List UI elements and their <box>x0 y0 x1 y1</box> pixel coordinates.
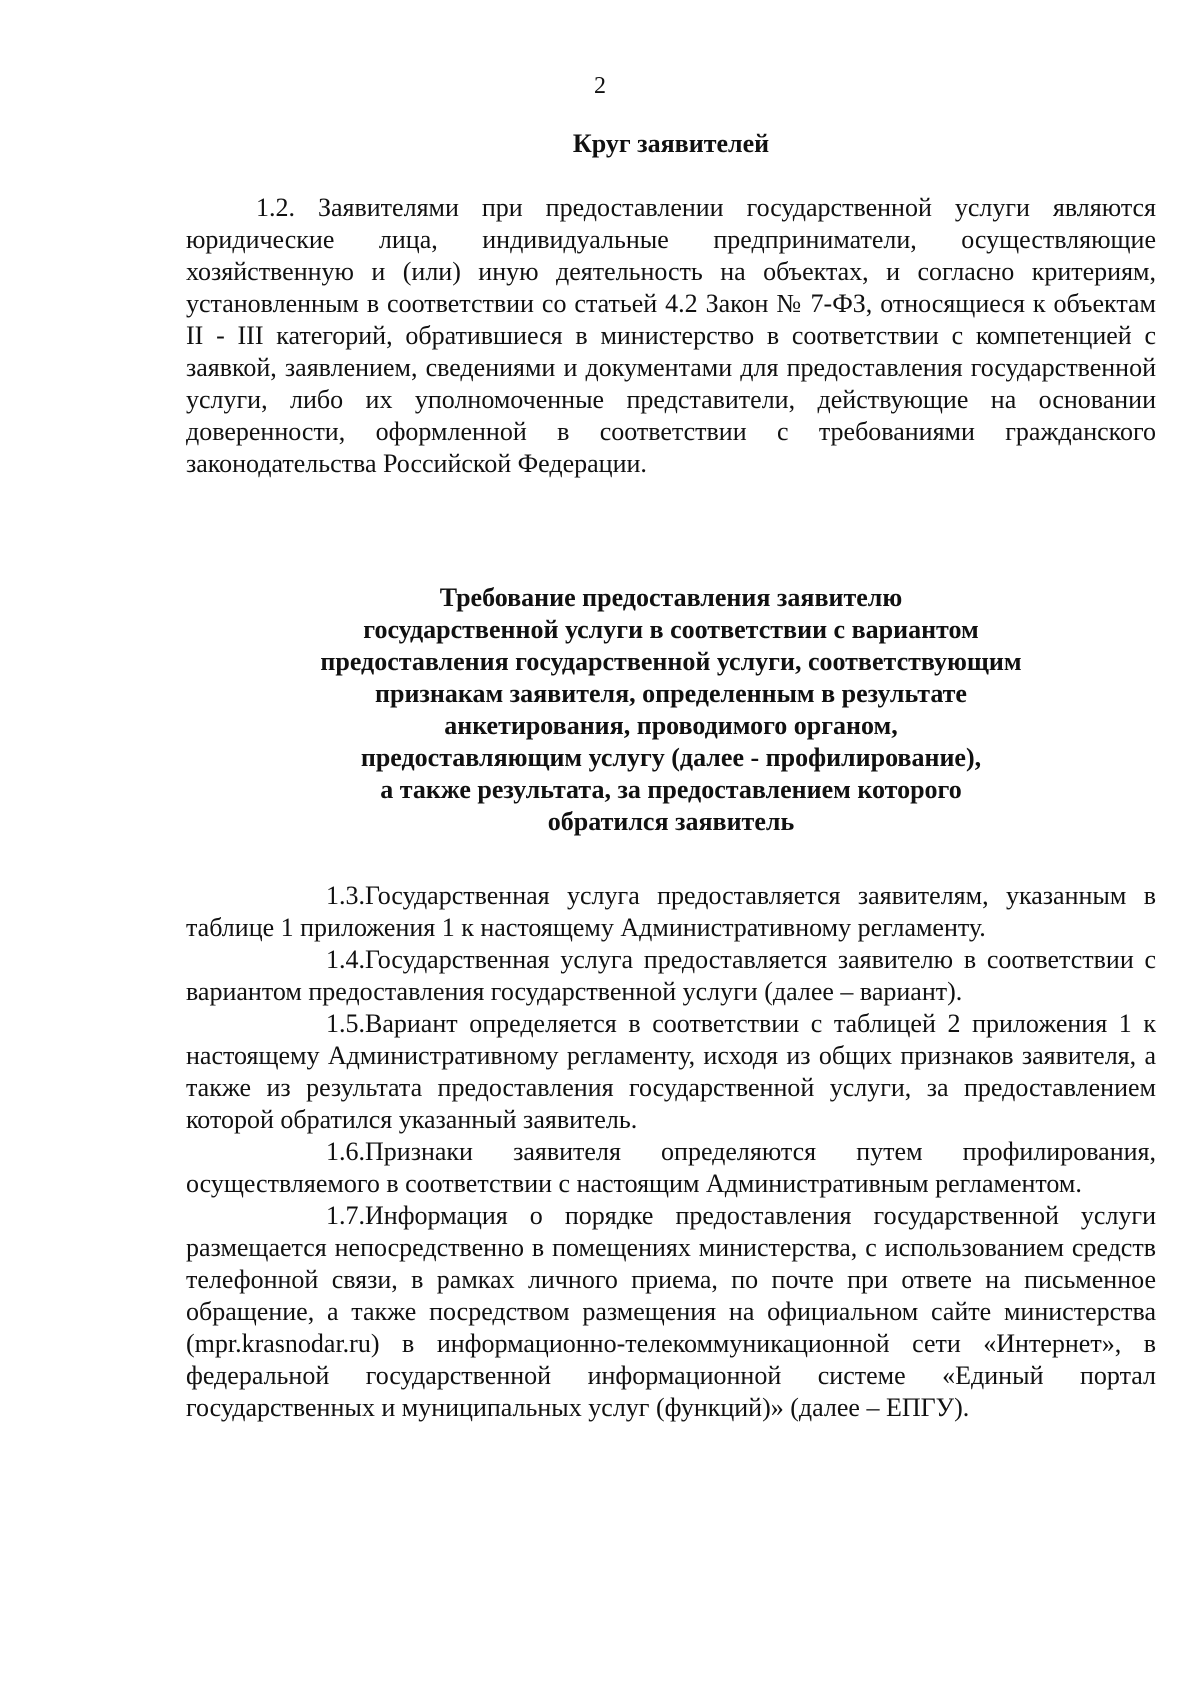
title-line: признакам заявителя, определенным в результате <box>375 679 967 708</box>
title-line: предоставляющим услугу (далее - профилирование), <box>360 743 982 772</box>
paragraph-1-5 <box>186 1008 1156 1136</box>
title-line: а также результата, за предоставлением которого <box>380 775 962 804</box>
item-number: 1.3. <box>326 881 365 910</box>
item-number: 1.5. <box>326 1009 365 1038</box>
page-number: 2 <box>594 73 606 99</box>
item-text: Государственная услуга предоставляется заявителю в соответствии с вариантом предоставления государственной услуги (далее – вариант). <box>186 945 1156 1006</box>
item-number: 1.6. <box>326 1137 365 1166</box>
item-number: 1.4. <box>326 945 365 974</box>
item-text: Информация о порядке предоставления государственной услуги размещается непосредственно в помещениях министерства, с использованием средств телефонной связи, в рамках личного приема, по почте при ответе на письменное обращение, а также посредством размещения на официальном сайте министерства (mpr.krasnodar.ru) в информационно-телекоммуникационной сети «Интернет», в федеральной государственной информационной системе «Единый портал государственных и муниципальных услуг (функций)» (далее – ЕПГУ). <box>186 1201 1156 1422</box>
paragraph-1-6 <box>186 1136 1156 1200</box>
title-line: обратился заявитель <box>547 807 795 836</box>
paragraph-1-4 <box>186 944 1156 1008</box>
item-text: Государственная услуга предоставляется заявителям, указанным в таблице 1 приложения 1 к настоящему Административному регламенту. <box>186 881 1156 942</box>
title-line: государственной услуги в соответствии с вариантом <box>363 615 979 644</box>
item-text: Вариант определяется в соответствии с таблицей 2 приложения 1 к настоящему Административному регламенту, исходя из общих признаков заявителя, а также из результата предоставления государственной услуги, за предоставлением которой обратился указанный заявитель. <box>186 1009 1156 1134</box>
item-number: 1.7. <box>326 1201 365 1230</box>
title-line: предоставления государственной услуги, соответствующим <box>320 647 1022 676</box>
section-title-applicants: Круг заявителей <box>572 129 770 158</box>
paragraph-1-7 <box>186 1200 1156 1424</box>
section-requirements-body <box>186 880 1156 1424</box>
section-applicants-body <box>186 192 1156 480</box>
title-line: Требование предоставления заявителю <box>439 583 903 612</box>
paragraph-1-2: 1.2. Заявителями при предоставлении государственной услуги являются юридические лица, индивидуальные предприниматели, осуществляющие хозяйственную и (или) иную деятельность на объектах, и согласно критериям, установленным в соответствии со статьей 4.2 Закон № 7-ФЗ, относящиеся к объектам II - III категорий, обратившиеся в министерство в соответствии с компетенцией с заявкой, заявлением, сведениями и документами для предоставления государственной услуги, либо их уполномоченные представители, действующие на основании доверенности, оформленной в соответствии с требованиями гражданского законодательства Российской Федерации. <box>186 193 1156 478</box>
paragraph-1-3 <box>186 880 1156 944</box>
item-text: Признаки заявителя определяются путем профилирования, осуществляемого в соответствии с настоящим Административным регламентом. <box>186 1137 1156 1198</box>
title-line: анкетирования, проводимого органом, <box>444 711 898 740</box>
section-title-requirements <box>186 582 1156 838</box>
